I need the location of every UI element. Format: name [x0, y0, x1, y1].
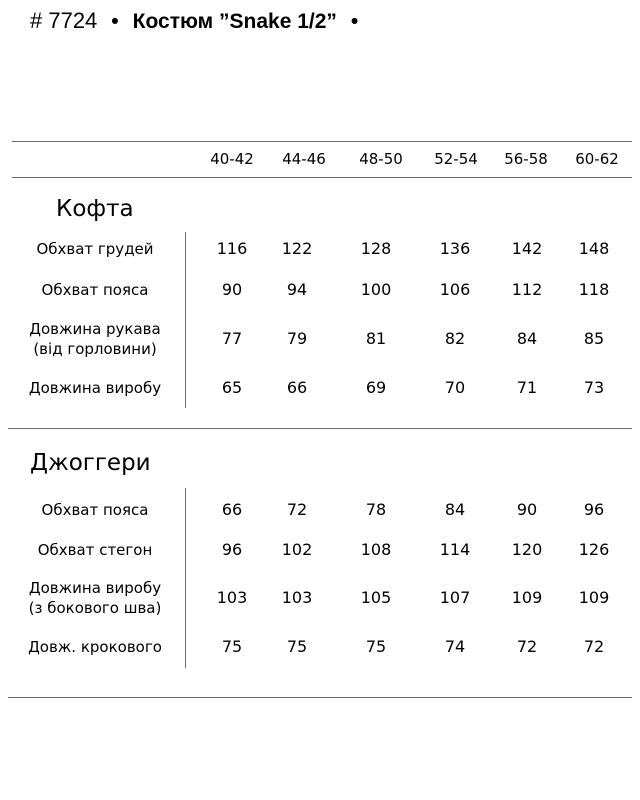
table-cell: 120	[511, 540, 543, 559]
table-cell: 126	[578, 540, 610, 559]
row-label-garment-length	[6, 578, 184, 618]
table-cell: 66	[286, 378, 308, 397]
product-name: Костюм ”Snake 1/2”	[132, 10, 337, 33]
row-label-line: Обхват пояса	[41, 281, 149, 299]
divider-section	[8, 428, 632, 429]
size-header: 48-50	[359, 150, 403, 168]
table-cell: 75	[286, 637, 308, 656]
table-cell: 69	[365, 378, 387, 397]
product-code: # 7724	[30, 8, 98, 33]
table-cell: 79	[286, 329, 308, 348]
table-cell: 75	[365, 637, 387, 656]
table-cell: 84	[444, 500, 466, 519]
table-cell: 78	[365, 500, 387, 519]
table-cell: 81	[365, 329, 387, 348]
row-label-waist-girth	[6, 500, 184, 520]
size-header: 60-62	[575, 150, 619, 168]
table-cell: 136	[439, 239, 471, 258]
table-cell: 73	[583, 378, 605, 397]
row-label-line: Обхват стегон	[37, 541, 153, 559]
table-cell: 106	[439, 280, 471, 299]
table-cell: 122	[281, 239, 313, 258]
row-label-line: Обхват грудей	[36, 240, 154, 258]
table-cell: 100	[360, 280, 392, 299]
table-cell: 90	[221, 280, 243, 299]
table-cell: 107	[439, 588, 471, 607]
column-separator-top	[185, 232, 186, 408]
row-label-chest-girth	[6, 239, 184, 259]
table-cell: 112	[511, 280, 543, 299]
bullet-separator: •	[111, 10, 119, 33]
table-cell: 116	[216, 239, 248, 258]
table-cell: 75	[221, 637, 243, 656]
table-cell: 102	[281, 540, 313, 559]
table-cell: 84	[516, 329, 538, 348]
table-cell: 72	[286, 500, 308, 519]
table-cell: 114	[439, 540, 471, 559]
table-cell: 105	[360, 588, 392, 607]
divider-top	[12, 141, 632, 142]
divider-bottom	[8, 697, 632, 698]
table-cell: 85	[583, 329, 605, 348]
section-title-joggers: Джоггери	[30, 450, 151, 476]
row-label-waist-girth	[6, 280, 184, 300]
size-header: 44-46	[282, 150, 326, 168]
divider-header	[12, 177, 632, 178]
table-cell: 96	[583, 500, 605, 519]
table-cell: 71	[516, 378, 538, 397]
table-cell: 96	[221, 540, 243, 559]
row-label-sleeve-length	[6, 319, 184, 359]
table-cell: 148	[578, 239, 610, 258]
table-cell: 94	[286, 280, 308, 299]
row-label-line: Довжина виробу	[28, 579, 162, 597]
row-label-line: Довж. крокового	[28, 638, 162, 656]
table-cell: 82	[444, 329, 466, 348]
table-cell: 103	[281, 588, 313, 607]
table-cell: 109	[578, 588, 610, 607]
table-cell: 103	[216, 588, 248, 607]
table-cell: 77	[221, 329, 243, 348]
table-cell: 108	[360, 540, 392, 559]
row-label-line: (з бокового шва)	[28, 599, 162, 617]
row-label-garment-length	[6, 378, 184, 398]
size-header: 40-42	[210, 150, 254, 168]
table-cell: 109	[511, 588, 543, 607]
table-cell: 66	[221, 500, 243, 519]
table-cell: 72	[583, 637, 605, 656]
table-cell: 90	[516, 500, 538, 519]
row-label-line: Довжина виробу	[28, 379, 162, 397]
column-separator-bottom	[185, 488, 186, 668]
section-title-jacket: Кофта	[56, 196, 134, 222]
row-label-hip-girth	[6, 540, 184, 560]
row-label-line: Довжина рукава	[29, 320, 161, 338]
table-cell: 118	[578, 280, 610, 299]
row-label-line: Обхват пояса	[41, 501, 149, 519]
table-cell: 74	[444, 637, 466, 656]
table-cell: 142	[511, 239, 543, 258]
table-cell: 128	[360, 239, 392, 258]
size-header: 56-58	[504, 150, 548, 168]
row-label-line: (від горловини)	[33, 340, 157, 358]
page-title	[30, 8, 372, 34]
table-cell: 72	[516, 637, 538, 656]
table-cell: 70	[444, 378, 466, 397]
bullet-trailing: •	[350, 10, 359, 33]
table-cell: 65	[221, 378, 243, 397]
row-label-inseam-length	[6, 637, 184, 657]
size-header: 52-54	[434, 150, 478, 168]
